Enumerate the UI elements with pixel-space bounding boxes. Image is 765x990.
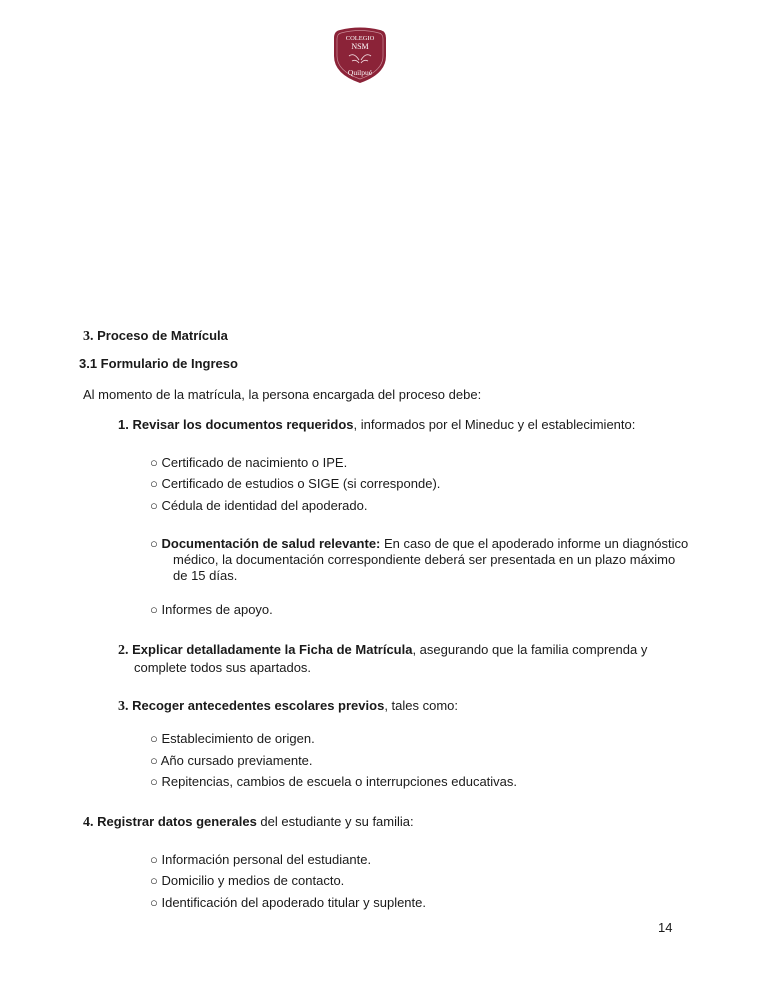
bullet-icon: ○ xyxy=(150,753,158,768)
bullet-icon: ○ xyxy=(150,895,158,910)
bullet-icon: ○ xyxy=(150,476,158,491)
list-item: ○ Información personal del estudiante. xyxy=(150,852,372,867)
bullet-icon: ○ xyxy=(150,602,158,617)
list-item: ○ Domicilio y medios de contacto. xyxy=(150,873,345,888)
step-1-number: 1. xyxy=(118,417,129,432)
subsection-heading xyxy=(79,356,238,372)
list-item: ○ Certificado de nacimiento o IPE. xyxy=(150,455,348,470)
health-bold-text: Documentación de salud relevante: xyxy=(161,536,381,551)
bullet-icon: ○ xyxy=(150,536,158,551)
bullet-icon: ○ xyxy=(150,455,158,470)
svg-text:COLEGIO: COLEGIO xyxy=(345,35,375,42)
step-1 xyxy=(118,417,635,433)
school-crest-logo xyxy=(332,26,388,84)
list-item: ○ Identificación del apoderado titular y suplente. xyxy=(150,895,426,910)
list-item: ○ Establecimiento de origen. xyxy=(150,731,315,746)
step-4-text: del estudiante y su familia: xyxy=(256,814,414,829)
subsection-title: 3.1 Formulario de Ingreso xyxy=(79,356,238,371)
step-3-text: , tales como: xyxy=(384,698,459,713)
bullet-icon: ○ xyxy=(150,774,158,789)
svg-text:NSM: NSM xyxy=(351,42,369,51)
step-3-number: 3. xyxy=(118,699,129,714)
step-2-number: 2. xyxy=(118,643,129,658)
step-3 xyxy=(118,698,458,715)
step-4-number: 4. xyxy=(83,815,94,830)
bullet-icon: ○ xyxy=(150,873,158,888)
section-heading xyxy=(83,328,228,345)
step-4-bold-text: Registrar datos generales xyxy=(97,814,257,829)
step-2 xyxy=(118,641,679,676)
section-number: 3. xyxy=(83,329,94,344)
list-item: ○ Repitencias, cambios de escuela o interrupciones educativas. xyxy=(150,774,518,789)
health-documentation-item xyxy=(150,536,693,584)
list-item: ○ Informes de apoyo. xyxy=(150,602,273,617)
health-text: En caso de que el apoderado informe un diagnóstico médico, la documentación correspondiente deberá ser presentada en un plazo máximo de 15 días. xyxy=(173,536,689,583)
step-2-bold-text: Explicar detalladamente la Ficha de Matrícula xyxy=(132,642,413,657)
step-1-text: , informados por el Mineduc y el establecimiento: xyxy=(353,417,636,432)
list-item: ○ Año cursado previamente. xyxy=(150,753,313,768)
step-3-bold-text: Recoger antecedentes escolares previos xyxy=(132,698,385,713)
bullet-icon: ○ xyxy=(150,731,158,746)
svg-text:Quilpué: Quilpué xyxy=(347,68,373,77)
bullet-icon: ○ xyxy=(150,852,158,867)
list-item: ○ Cédula de identidad del apoderado. xyxy=(150,498,368,513)
section-title: Proceso de Matrícula xyxy=(97,328,228,343)
step-4 xyxy=(83,814,414,831)
page-number: 14 xyxy=(658,920,673,935)
step-2-text: , asegurando que la familia comprenda y complete todos sus apartados. xyxy=(134,642,648,675)
intro-paragraph: Al momento de la matrícula, la persona encargada del proceso debe: xyxy=(83,387,482,402)
list-item: ○ Certificado de estudios o SIGE (si corresponde). xyxy=(150,476,441,491)
bullet-icon: ○ xyxy=(150,498,158,513)
step-1-bold-text: Revisar los documentos requeridos xyxy=(132,417,354,432)
